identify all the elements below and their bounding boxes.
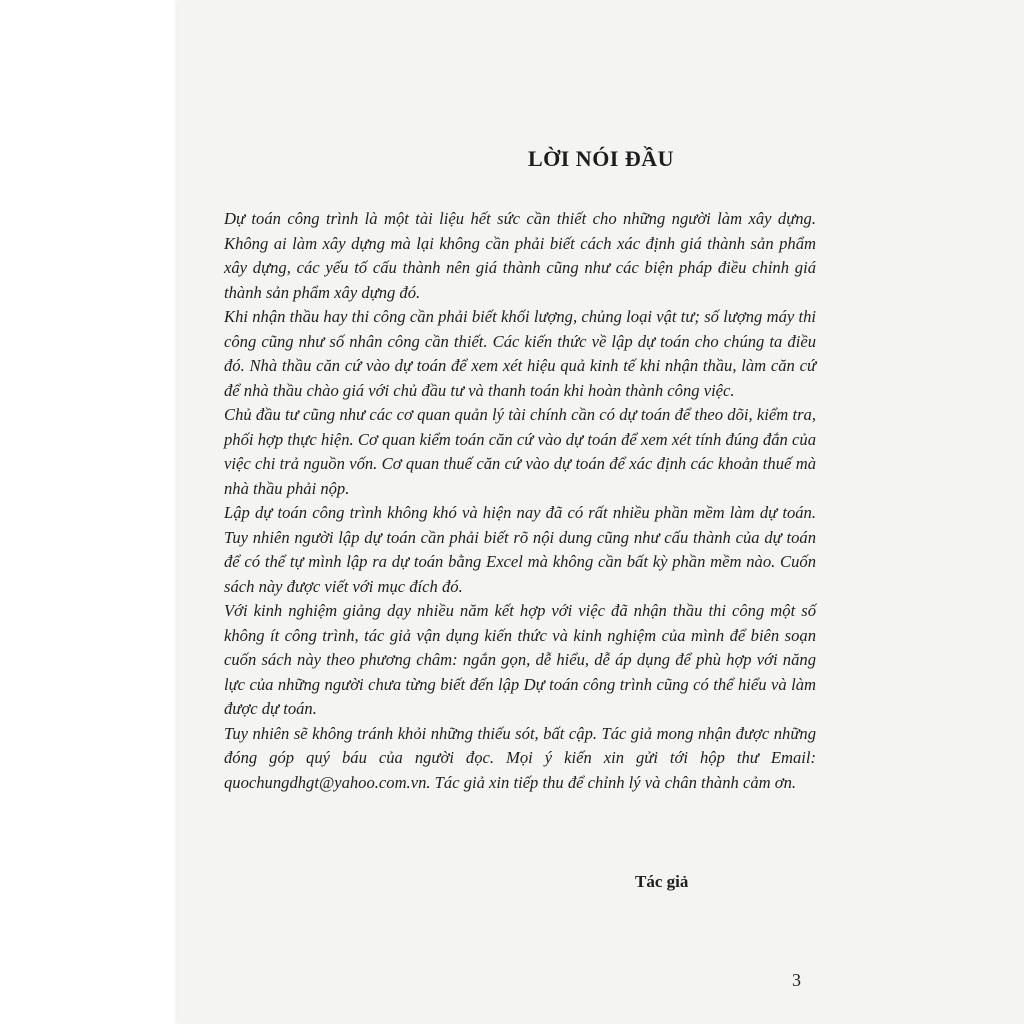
page-title: LỜI NÓI ĐẦU bbox=[527, 146, 675, 171]
book-page bbox=[178, 0, 1024, 1024]
page-number: 3 bbox=[792, 970, 801, 990]
paragraph-5: Với kinh nghiệm giảng dạy nhiều năm kết hợp với việc đã nhận thầu thi công một số không ít công trình, tác giả vận dụng kiến thức và kinh nghiệm của mình để biên soạn cuốn sách này theo phương châm: ngắn gọn, dễ hiểu, dễ áp dụng để phù hợp với năng lực của những người chưa từng biết đến lập Dự toán công trình cũng có thể hiểu và làm được dự toán. bbox=[224, 601, 816, 718]
author-signature: Tác giả bbox=[635, 872, 689, 891]
paragraph-3: Chủ đầu tư cũng như các cơ quan quản lý tài chính cần có dự toán để theo dõi, kiểm tra, phối hợp thực hiện. Cơ quan kiểm toán căn cứ vào dự toán để xem xét tính đúng đắn của việc chi trả nguồn vốn. Cơ quan thuế căn cứ vào dự toán để xác định các khoản thuế mà nhà thầu phải nộp. bbox=[224, 405, 816, 498]
paragraph-4: Lập dự toán công trình không khó và hiện nay đã có rất nhiều phần mềm làm dự toán. Tuy nhiên người lập dự toán cần phải biết rõ nội dung cũng như cấu thành của dự toán để có thể tự mình lập ra dự toán bằng Excel mà không cần bất kỳ phần mềm nào. Cuốn sách này được viết với mục đích đó. bbox=[224, 503, 816, 596]
preface-body bbox=[224, 207, 816, 795]
paragraph-6: Tuy nhiên sẽ không tránh khỏi những thiếu sót, bất cập. Tác giả mong nhận được những đóng góp quý báu của người đọc. Mọi ý kiến xin gửi tới hộp thư Email: quochungdhgt@yahoo.com.vn. Tác giả xin tiếp thu để chỉnh lý và chân thành cảm ơn. bbox=[224, 723, 816, 792]
paragraph-1: Dự toán công trình là một tài liệu hết sức cần thiết cho những người làm xây dựng. Không ai làm xây dựng mà lại không cần phải biết cách xác định giá thành sản phẩm xây dựng, các yếu tố cấu thành nên giá thành cũng như các biện pháp điều chỉnh giá thành sản phẩm xây dựng đó. bbox=[224, 209, 816, 302]
paragraph-2: Khi nhận thầu hay thi công cần phải biết khối lượng, chủng loại vật tư; số lượng máy thi công cũng như số nhân công cần thiết. Các kiến thức về lập dự toán cho chúng ta điều đó. Nhà thầu căn cứ vào dự toán để xem xét hiệu quả kinh tế khi nhận thầu, làm căn cứ để nhà thầu chào giá với chủ đầu tư và thanh toán khi hoàn thành công việc. bbox=[224, 307, 816, 400]
